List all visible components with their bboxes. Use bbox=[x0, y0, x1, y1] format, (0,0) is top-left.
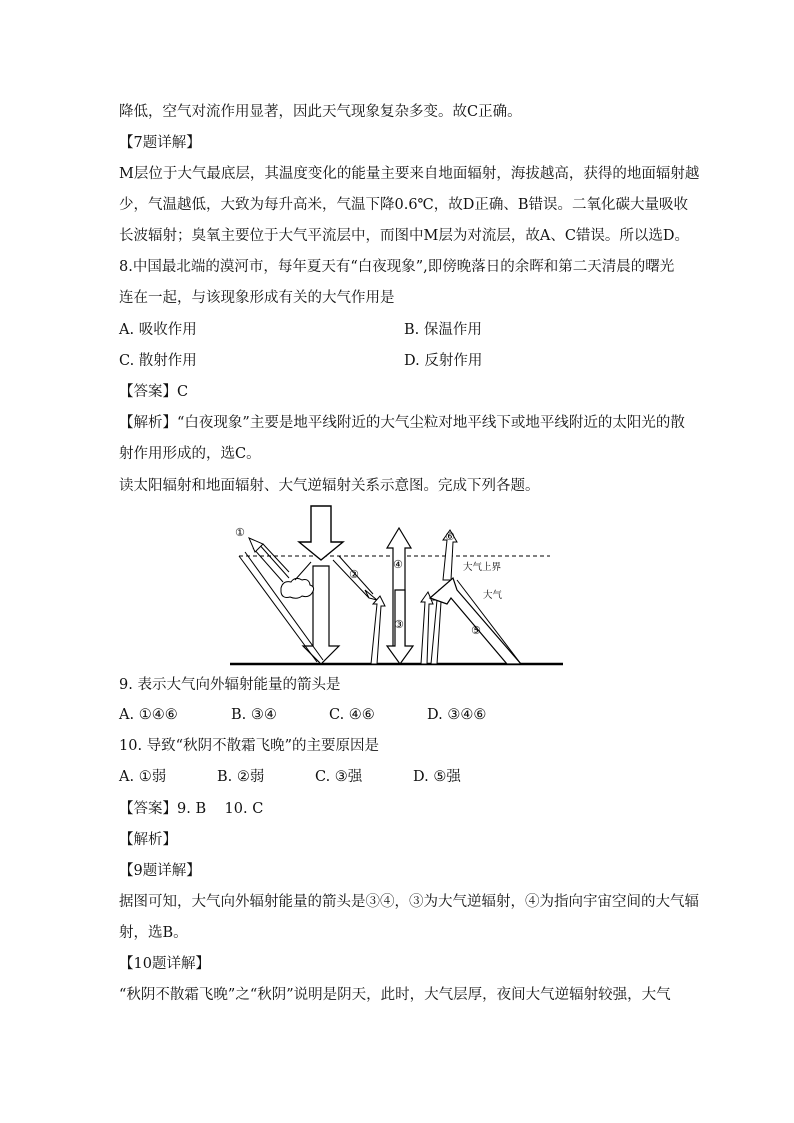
question-8-option-b: B. 保温作用 bbox=[404, 322, 482, 338]
scattered-line bbox=[239, 556, 317, 662]
paragraph-line: 据图可知，大气向外辐射能量的箭头是③④，③为大气逆辐射，④为指向宇宙空间的大气辐 bbox=[119, 894, 699, 910]
scattered-line bbox=[245, 552, 323, 660]
label-2: ② bbox=[349, 568, 359, 581]
section-heading-q9: 【9题详解】 bbox=[119, 863, 201, 879]
question-8-stem-cont: 连在一起，与该现象形成有关的大气作用是 bbox=[119, 290, 395, 306]
paragraph-line: M层位于大气最底层，其温度变化的能量主要来自地面辐射，海拔越高，获得的地面辐射越 bbox=[119, 166, 700, 182]
paragraph-line: 降低，空气对流作用显著，因此天气现象复杂多变。故C正确。 bbox=[119, 104, 522, 120]
analysis-heading: 【解析】 bbox=[119, 832, 177, 848]
arrow-1-shaft bbox=[257, 542, 289, 578]
question-9-option-d: D. ③④⑥ bbox=[427, 707, 487, 723]
section-heading-q10: 【10题详解】 bbox=[119, 956, 210, 972]
paragraph-line: 射，选B。 bbox=[119, 925, 188, 941]
paragraph-line: “秋阴不散霜飞晚”之“秋阴”说明是阴天，此时，大气层厚，夜间大气逆辐射较强，大气 bbox=[119, 987, 671, 1003]
question-9-option-c: C. ④⑥ bbox=[329, 707, 375, 723]
radiation-diagram bbox=[225, 500, 570, 670]
question-8-answer: 【答案】C bbox=[119, 384, 189, 400]
paragraph-line: 长波辐射；臭氧主要位于大气平流层中，而图中M层为对流层，故A、C错误。所以选D。 bbox=[119, 228, 690, 244]
cloud-arrow-line bbox=[295, 562, 311, 580]
ground-radiation-arrow bbox=[421, 592, 433, 664]
paragraph-line: 少，气温越低，大致为每升高米，气温下降0.6℃，故D正确、B错误。二氧化碳大量吸收 bbox=[119, 197, 689, 213]
cloud-shape bbox=[281, 578, 314, 598]
question-9-option-a: A. ①④⑥ bbox=[119, 707, 178, 723]
question-8-analysis-cont: 射作用形成的，选C。 bbox=[119, 446, 261, 462]
answers-line: 【答案】9. B 10. C bbox=[119, 801, 264, 817]
question-8-option-c: C. 散射作用 bbox=[119, 353, 197, 369]
arrow-5 bbox=[430, 578, 521, 664]
ground-radiation-arrow bbox=[371, 596, 385, 664]
figure-intro: 读太阳辐射和地面辐射、大气逆辐射关系示意图。完成下列各题。 bbox=[119, 478, 540, 494]
cloud-reflection-arrow bbox=[263, 544, 289, 572]
question-10-option-b: B. ②弱 bbox=[217, 769, 265, 785]
label-1: ① bbox=[235, 526, 245, 539]
label-6: ⑥ bbox=[445, 530, 455, 543]
arrow-1-head bbox=[249, 538, 263, 552]
arrow-1-shaft bbox=[253, 548, 283, 582]
question-9-option-b: B. ③④ bbox=[231, 707, 277, 723]
label-5: ⑤ bbox=[471, 624, 481, 637]
question-8-analysis: 【解析】“白夜现象”主要是地平线附近的大气尘粒对地平线下或地平线附近的太阳光的散 bbox=[119, 415, 685, 431]
question-10-option-d: D. ⑤强 bbox=[413, 769, 461, 785]
question-8-option-a: A. 吸收作用 bbox=[119, 322, 197, 338]
section-heading-q7: 【7题详解】 bbox=[119, 135, 201, 151]
question-8-option-d: D. 反射作用 bbox=[404, 353, 483, 369]
question-10-stem: 10. 导致“秋阴不散霜飞晚”的主要原因是 bbox=[119, 738, 379, 754]
question-10-option-c: C. ③强 bbox=[315, 769, 363, 785]
label-4: ④ bbox=[393, 558, 403, 571]
question-10-option-a: A. ①弱 bbox=[119, 769, 167, 785]
solar-radiation-arrow bbox=[299, 506, 343, 560]
question-9-stem: 9. 表示大气向外辐射能量的箭头是 bbox=[119, 677, 341, 693]
label-upper-boundary: 大气上界 bbox=[463, 562, 502, 573]
label-3: ③ bbox=[394, 618, 404, 631]
question-8-stem: 8.中国最北端的漠河市，每年夏天有“白夜现象”,即傍晚落日的余晖和第二天清晨的曙光 bbox=[119, 259, 675, 275]
label-atmosphere: 大气 bbox=[483, 590, 503, 601]
